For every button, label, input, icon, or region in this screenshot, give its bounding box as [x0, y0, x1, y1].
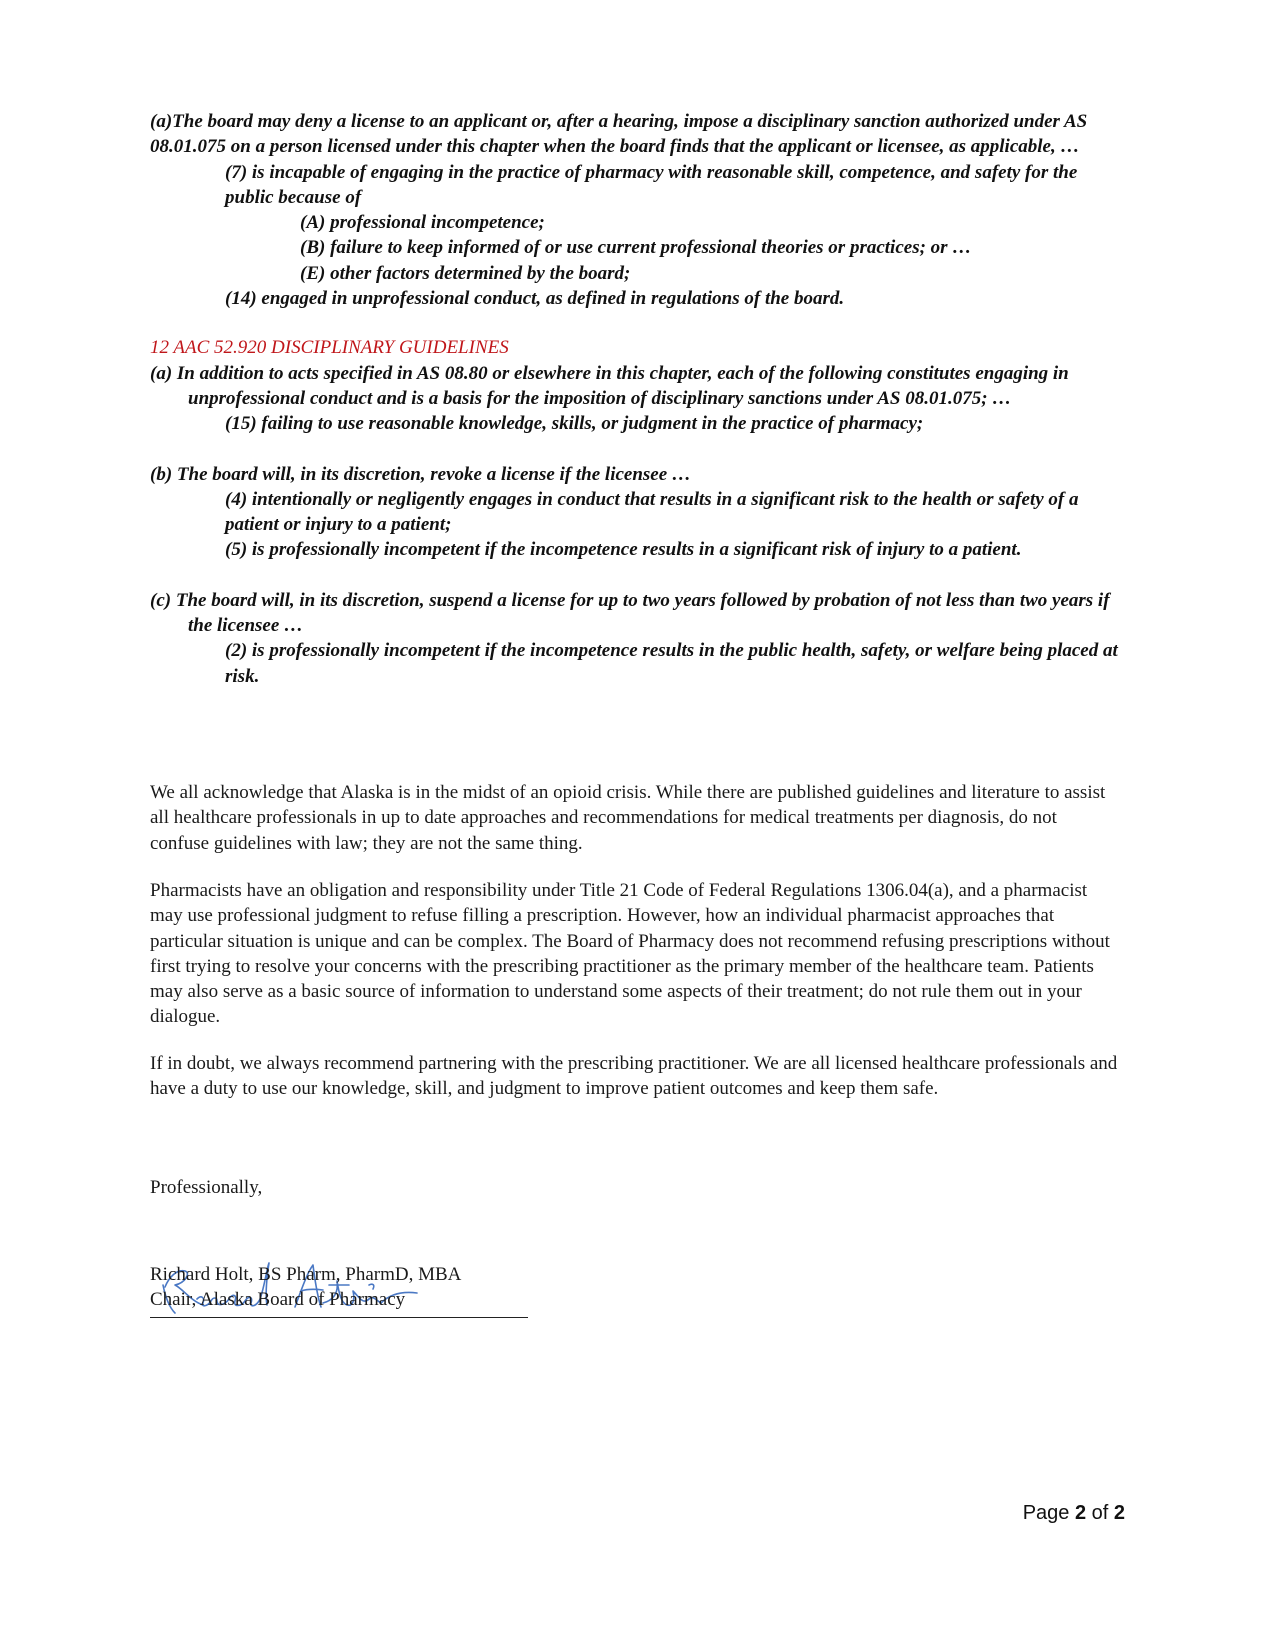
signer-title: Chair, Alaska Board of Pharmacy: [150, 1289, 406, 1311]
signature-line: [150, 1317, 528, 1318]
statute-item-7: (7) is incapable of engaging in the practice of pharmacy with reasonable skill, competence, and safety for the public because of: [225, 161, 1078, 208]
regulation-c: (c) The board will, in its discretion, suspend a license for up to two years followed by probation of not less than two years if the licensee …: [150, 589, 1110, 637]
paragraph-pharmacist-obligation: [150, 878, 1120, 1030]
regulation-b: (b) The board will, in its discretion, revoke a license if the licensee …: [150, 463, 691, 485]
regulation-b4: (4) intentionally or negligently engages in conduct that results in a significant risk to the health or safety of a patient or injury to a patient;: [225, 488, 1079, 536]
statute-item-7a: (A) professional incompetence;: [300, 212, 545, 234]
page-number-current: 2: [1074, 1502, 1087, 1524]
page-number-prefix: Page: [1022, 1502, 1075, 1524]
page-number-total: 2: [1113, 1502, 1125, 1524]
statute-item-7b: (B) failure to keep informed of or use current professional theories or practices; or …: [300, 237, 972, 259]
paragraph-partnering: [150, 1051, 1120, 1102]
legal-citations: [150, 109, 1125, 689]
paragraph-text: We all acknowledge that Alaska is in the midst of an opioid crisis. While there are published guidelines and literature to assist all healthcare professionals in up to date approaches and recommendations for medical treatments per diagnosis, do not confuse guidelines with law; they are not the same thing.: [150, 782, 1106, 854]
closing: [150, 1175, 1120, 1200]
signer-name: Richard Holt, BS Pharm, PharmD, MBA: [150, 1264, 462, 1285]
paragraph-text: Pharmacists have an obligation and responsibility under Title 21 Code of Federal Regulations 1306.04(a), and a pharmacist may use professional judgment to refuse filling a prescription. However, how an individual pharmacist approaches that particular situation is unique and can be complex. The Board of Pharmacy does not recommend refusing prescriptions without first trying to resolve your concerns with the prescribing practitioner as the primary member of the healthcare team. Patients may also serve as a basic source of information to understand some aspects of their treatment; do not rule them out in your dialogue.: [150, 880, 1110, 1028]
statute-item-7e: (E) other factors determined by the board;: [300, 262, 631, 284]
signer-block: [150, 1262, 1120, 1313]
page-number-middle: of: [1086, 1502, 1114, 1524]
paragraph-text: If in doubt, we always recommend partnering with the prescribing practitioner. We are all licensed healthcare professionals and have a duty to use our knowledge, skill, and judgment to improve patient outcomes and keep them safe.: [150, 1053, 1118, 1100]
regulation-a: (a) In addition to acts specified in AS 08.80 or elsewhere in this chapter, each of the following constitutes engaging in unprofessional conduct and is a basis for the imposition of disciplinary sanctions under AS 08.01.075; …: [150, 362, 1069, 409]
regulation-c2: (2) is professionally incompetent if the incompetence results in the public health, safety, or welfare being placed at risk.: [225, 640, 1118, 687]
statute-item-14: (14) engaged in unprofessional conduct, as defined in regulations of the board.: [225, 288, 845, 310]
regulation-b5: (5) is professionally incompetent if the incompetence results in a significant risk of injury to a patient.: [225, 539, 1022, 561]
closing-text: Professionally,: [150, 1177, 263, 1198]
statute-intro: (a)The board may deny a license to an applicant or, after a hearing, impose a disciplinary sanction authorized under AS 08.01.075 on a person licensed under this chapter when the board finds that the applicant or licensee, as applicable, …: [150, 111, 1088, 158]
page-number: [1023, 1502, 1125, 1525]
regulation-heading: 12 AAC 52.920 DISCIPLINARY GUIDELINES: [150, 337, 509, 359]
regulation-a15: (15) failing to use reasonable knowledge, skills, or judgment in the practice of pharmacy;: [225, 413, 924, 435]
paragraph-opioid-crisis: [150, 780, 1120, 856]
